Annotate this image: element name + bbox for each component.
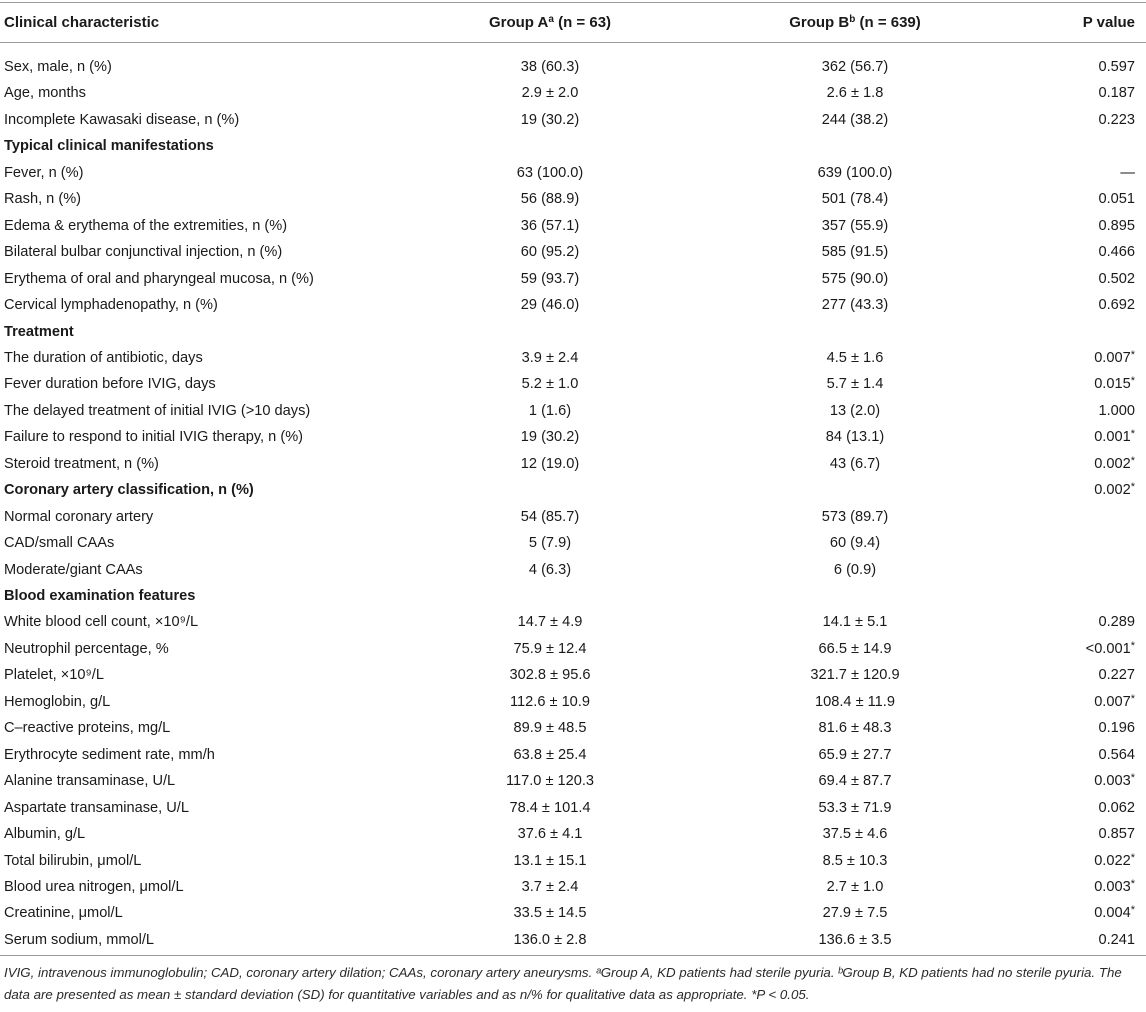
header-group-a-sup: a <box>548 14 554 25</box>
significance-marker: * <box>1130 428 1135 441</box>
table-row <box>0 636 1146 662</box>
p-value <box>1005 609 1135 635</box>
row-label: Sex, male, n (%) <box>4 59 112 75</box>
p-value <box>1005 451 1135 477</box>
group-b-value: 43 (6.7) <box>829 455 881 472</box>
table-row <box>0 160 1146 186</box>
header-characteristic: Clinical characteristic <box>4 14 160 31</box>
table-row <box>0 821 1146 847</box>
p-value <box>1005 319 1135 345</box>
p-value <box>1005 133 1135 159</box>
group-a-value <box>430 477 670 503</box>
group-a-value: 3.9 ± 2.4 <box>521 349 579 366</box>
section-title: Treatment <box>4 323 74 340</box>
group-a-value: 75.9 ± 12.4 <box>513 640 587 657</box>
group-a-value: 78.4 ± 101.4 <box>509 799 591 816</box>
table-row <box>0 742 1146 768</box>
p-value <box>1005 371 1135 397</box>
significance-marker: * <box>1130 772 1135 785</box>
group-a-value: 4 (6.3) <box>528 561 572 578</box>
p-value <box>1005 160 1135 186</box>
row-label: Aspartate transaminase, U/L <box>4 799 189 816</box>
row-label: Platelet, ×10⁹/L <box>4 667 104 684</box>
p-value <box>1005 186 1135 212</box>
group-a-value: 12 (19.0) <box>520 455 580 472</box>
row-label: Alanine transaminase, U/L <box>4 773 176 790</box>
table-row <box>0 213 1146 239</box>
table-row <box>0 768 1146 794</box>
significance-marker: * <box>1130 692 1135 705</box>
p-value-number: 0.002 <box>1094 455 1131 472</box>
p-value-number: 0.187 <box>1098 85 1135 102</box>
header-group-a-n: (n = 63) <box>558 14 612 31</box>
table-row <box>0 609 1146 635</box>
group-b-value: 244 (38.2) <box>821 111 889 128</box>
table-row <box>0 557 1146 583</box>
table-row <box>0 662 1146 688</box>
p-value <box>1005 80 1135 106</box>
p-value-number: 0.001 <box>1094 429 1131 446</box>
p-value-number: 0.007 <box>1094 693 1131 710</box>
row-label: Fever duration before IVIG, days <box>4 376 216 393</box>
table-row <box>0 504 1146 530</box>
p-value <box>1005 477 1135 503</box>
group-b-value: 108.4 ± 11.9 <box>815 693 895 710</box>
table-row <box>0 530 1146 556</box>
p-value <box>1005 795 1135 821</box>
table-row <box>0 927 1146 953</box>
section-title: Typical clinical manifestations <box>4 138 214 155</box>
group-b-value: 4.5 ± 1.6 <box>826 349 884 366</box>
p-value <box>1005 689 1135 715</box>
table-row <box>0 80 1146 106</box>
group-a-value: 5 (7.9) <box>528 535 572 552</box>
header-group-a-label: Group A <box>488 14 549 31</box>
row-label: Failure to respond to initial IVIG therapy, n (%) <box>4 429 304 446</box>
group-b-value: 14.1 ± 5.1 <box>822 614 888 631</box>
p-value <box>1005 821 1135 847</box>
group-a-value: 14.7 ± 4.9 <box>517 614 583 631</box>
section-row <box>0 477 1146 503</box>
row-label: Edema & erythema of the extremities, n (%) <box>4 217 288 234</box>
group-b-value: 13 (2.0) <box>829 402 881 419</box>
group-b-value: 5.7 ± 1.4 <box>826 376 884 393</box>
table-row <box>0 266 1146 292</box>
table-row <box>0 107 1146 133</box>
header-pvalue: P value <box>1082 14 1135 31</box>
group-b-value <box>735 133 975 159</box>
p-value-number: 0.002 <box>1094 482 1131 499</box>
p-value-number: 0.227 <box>1098 667 1135 684</box>
p-value-number: 0.597 <box>1098 59 1135 75</box>
group-b-value: 357 (55.9) <box>821 217 889 234</box>
row-label: Hemoglobin, g/L <box>4 693 111 710</box>
p-value-number: 0.196 <box>1098 720 1135 737</box>
row-label: Creatinine, μmol/L <box>4 905 123 922</box>
row-label: Albumin, g/L <box>4 826 86 843</box>
p-value-number: <0.001 <box>1085 640 1131 657</box>
p-value <box>1005 424 1135 450</box>
table-row <box>0 398 1146 424</box>
group-a-value: 89.9 ± 48.5 <box>513 720 587 737</box>
group-b-value: 2.6 ± 1.8 <box>826 85 884 102</box>
row-label: Serum sodium, mmol/L <box>4 931 155 948</box>
p-value-number: 0.289 <box>1098 614 1135 631</box>
p-value-number: 0.004 <box>1094 905 1131 922</box>
p-value-number: 0.003 <box>1094 878 1131 895</box>
group-b-value: 362 (56.7) <box>821 59 889 75</box>
p-value <box>1005 213 1135 239</box>
group-b-value: 65.9 ± 27.7 <box>818 746 892 763</box>
group-b-value: 84 (13.1) <box>825 429 885 446</box>
table-bottom-rule <box>0 955 1146 956</box>
section-row <box>0 133 1146 159</box>
group-b-value: 60 (9.4) <box>829 535 881 552</box>
row-label: Neutrophil percentage, % <box>4 640 169 657</box>
p-value <box>1005 583 1135 609</box>
group-a-value <box>430 583 670 609</box>
p-value <box>1005 557 1135 583</box>
row-label: Fever, n (%) <box>4 164 84 181</box>
row-label: White blood cell count, ×10⁹/L <box>4 614 199 631</box>
group-a-value: 19 (30.2) <box>520 111 580 128</box>
row-label: Normal coronary artery <box>4 508 154 525</box>
row-label: Incomplete Kawasaki disease, n (%) <box>4 111 240 128</box>
group-a-value: 56 (88.9) <box>520 191 580 208</box>
header-group-b <box>735 3 975 42</box>
group-b-value: 501 (78.4) <box>821 191 889 208</box>
row-label: The delayed treatment of initial IVIG (>10 days) <box>4 402 311 419</box>
row-label: Erythrocyte sediment rate, mm/h <box>4 746 215 763</box>
row-label: Cervical lymphadenopathy, n (%) <box>4 297 218 314</box>
p-value <box>1005 927 1135 953</box>
group-b-value: 37.5 ± 4.6 <box>822 826 888 843</box>
row-label: C–reactive proteins, mg/L <box>4 720 171 737</box>
group-a-value: 54 (85.7) <box>520 508 580 525</box>
p-value-number: 0.015 <box>1094 376 1131 393</box>
p-value <box>1005 266 1135 292</box>
table-row <box>0 451 1146 477</box>
significance-marker: * <box>1130 639 1135 652</box>
group-a-value: 302.8 ± 95.6 <box>509 667 591 684</box>
p-value-number: 0.051 <box>1098 191 1135 208</box>
group-b-value: 277 (43.3) <box>821 297 889 314</box>
p-value <box>1005 398 1135 424</box>
table-row <box>0 874 1146 900</box>
row-label: Erythema of oral and pharyngeal mucosa, n (%) <box>4 270 314 287</box>
section-row <box>0 583 1146 609</box>
group-a-value: 13.1 ± 15.1 <box>513 852 587 869</box>
group-b-value: 321.7 ± 120.9 <box>810 667 900 684</box>
row-label: Total bilirubin, μmol/L <box>4 852 142 869</box>
group-a-value: 2.9 ± 2.0 <box>521 85 579 102</box>
group-a-value: 112.6 ± 10.9 <box>510 693 590 710</box>
group-b-value <box>735 477 975 503</box>
table-row <box>0 424 1146 450</box>
p-value <box>1005 54 1135 80</box>
row-label: Moderate/giant CAAs <box>4 561 143 578</box>
group-b-value: 6 (0.9) <box>833 561 877 578</box>
group-b-value: 53.3 ± 71.9 <box>818 799 892 816</box>
p-value <box>1005 715 1135 741</box>
header-group-b-sup: b <box>849 14 856 25</box>
group-a-value: 60 (95.2) <box>520 244 580 261</box>
header-group-a <box>430 3 670 42</box>
p-value-number: — <box>1120 164 1135 181</box>
table-row <box>0 345 1146 371</box>
p-value <box>1005 900 1135 926</box>
p-value <box>1005 768 1135 794</box>
row-label: Blood urea nitrogen, μmol/L <box>4 878 184 895</box>
significance-marker: * <box>1130 454 1135 467</box>
group-a-value <box>430 133 670 159</box>
group-b-value: 136.6 ± 3.5 <box>818 931 892 948</box>
table-row <box>0 689 1146 715</box>
group-b-value <box>735 319 975 345</box>
p-value-number: 0.241 <box>1098 931 1135 948</box>
group-a-value: 136.0 ± 2.8 <box>513 931 587 948</box>
p-value-number: 0.003 <box>1094 773 1131 790</box>
significance-marker: * <box>1130 904 1135 917</box>
group-b-value: 639 (100.0) <box>817 164 893 181</box>
group-a-value: 33.5 ± 14.5 <box>513 905 587 922</box>
p-value-number: 0.692 <box>1098 297 1135 314</box>
group-a-value <box>430 319 670 345</box>
p-value <box>1005 292 1135 318</box>
group-a-value: 29 (46.0) <box>520 297 580 314</box>
group-a-value: 117.0 ± 120.3 <box>505 773 595 790</box>
table-footnote: IVIG, intravenous immunoglobulin; CAD, coronary artery dilation; CAAs, coronary artery aneurysms. ᵃGroup A, KD patients had sterile pyuria. ᵇGroup B, KD patients had no sterile pyuria. The data are presented as mean ± standard deviation (SD) for quantitative variables and as n/% for qualitative data as appropriate. *P < 0.05. <box>4 965 1122 1002</box>
row-label: Bilateral bulbar conjunctival injection, n (%) <box>4 244 283 261</box>
group-b-value: 8.5 ± 10.3 <box>822 852 888 869</box>
significance-marker: * <box>1130 851 1135 864</box>
section-title: Coronary artery classification, n (%) <box>4 482 254 499</box>
p-value <box>1005 662 1135 688</box>
section-title: Blood examination features <box>4 588 196 604</box>
table-row <box>0 715 1146 741</box>
p-value-number: 0.895 <box>1098 217 1135 234</box>
row-label: Steroid treatment, n (%) <box>4 455 159 472</box>
group-a-value: 1 (1.6) <box>528 402 572 419</box>
p-value-number: 0.223 <box>1098 111 1135 128</box>
p-value-number: 0.564 <box>1098 746 1135 763</box>
significance-marker: * <box>1130 481 1135 494</box>
p-value <box>1005 742 1135 768</box>
header-group-b-label: Group B <box>789 14 850 31</box>
p-value <box>1005 504 1135 530</box>
group-b-value: 81.6 ± 48.3 <box>818 720 892 737</box>
table-row <box>0 186 1146 212</box>
group-a-value: 59 (93.7) <box>520 270 580 287</box>
group-b-value: 27.9 ± 7.5 <box>822 905 888 922</box>
p-value <box>1005 107 1135 133</box>
group-a-value: 38 (60.3) <box>520 59 580 75</box>
table-row <box>0 795 1146 821</box>
row-label: The duration of antibiotic, days <box>4 349 203 366</box>
group-a-value: 63 (100.0) <box>516 164 584 181</box>
table-header <box>0 3 1146 42</box>
group-a-value: 5.2 ± 1.0 <box>521 376 579 393</box>
table-row <box>0 54 1146 80</box>
p-value-number: 0.022 <box>1094 852 1131 869</box>
p-value-number: 0.466 <box>1098 244 1135 261</box>
table-row <box>0 292 1146 318</box>
table-row <box>0 900 1146 926</box>
group-a-value: 19 (30.2) <box>520 429 580 446</box>
p-value-number: 0.857 <box>1098 826 1135 843</box>
group-b-value: 69.4 ± 87.7 <box>818 773 892 790</box>
group-a-value: 3.7 ± 2.4 <box>521 878 579 895</box>
significance-marker: * <box>1130 348 1135 361</box>
significance-marker: * <box>1130 877 1135 890</box>
p-value-number: 0.502 <box>1098 270 1135 287</box>
p-value <box>1005 530 1135 556</box>
p-value-number: 0.007 <box>1094 349 1131 366</box>
row-label: CAD/small CAAs <box>4 535 115 552</box>
group-b-value: 585 (91.5) <box>821 244 889 261</box>
row-label: Rash, n (%) <box>4 191 82 208</box>
group-b-value <box>735 583 975 609</box>
table-row <box>0 239 1146 265</box>
table-header-rule <box>0 42 1146 43</box>
section-row <box>0 319 1146 345</box>
p-value <box>1005 636 1135 662</box>
group-b-value: 66.5 ± 14.9 <box>818 640 892 657</box>
p-value <box>1005 874 1135 900</box>
group-b-value: 575 (90.0) <box>821 270 889 287</box>
table-row <box>0 848 1146 874</box>
row-label: Age, months <box>4 85 86 102</box>
p-value-number: 1.000 <box>1098 402 1135 419</box>
group-a-value: 63.8 ± 25.4 <box>513 746 587 763</box>
header-group-b-n: (n = 639) <box>859 14 921 31</box>
significance-marker: * <box>1130 375 1135 388</box>
group-b-value: 2.7 ± 1.0 <box>826 878 884 895</box>
p-value-number: 0.062 <box>1098 799 1135 816</box>
group-a-value: 37.6 ± 4.1 <box>517 826 583 843</box>
p-value <box>1005 848 1135 874</box>
p-value <box>1005 239 1135 265</box>
p-value <box>1005 345 1135 371</box>
group-b-value: 573 (89.7) <box>821 508 889 525</box>
table-row <box>0 371 1146 397</box>
group-a-value: 36 (57.1) <box>520 217 580 234</box>
